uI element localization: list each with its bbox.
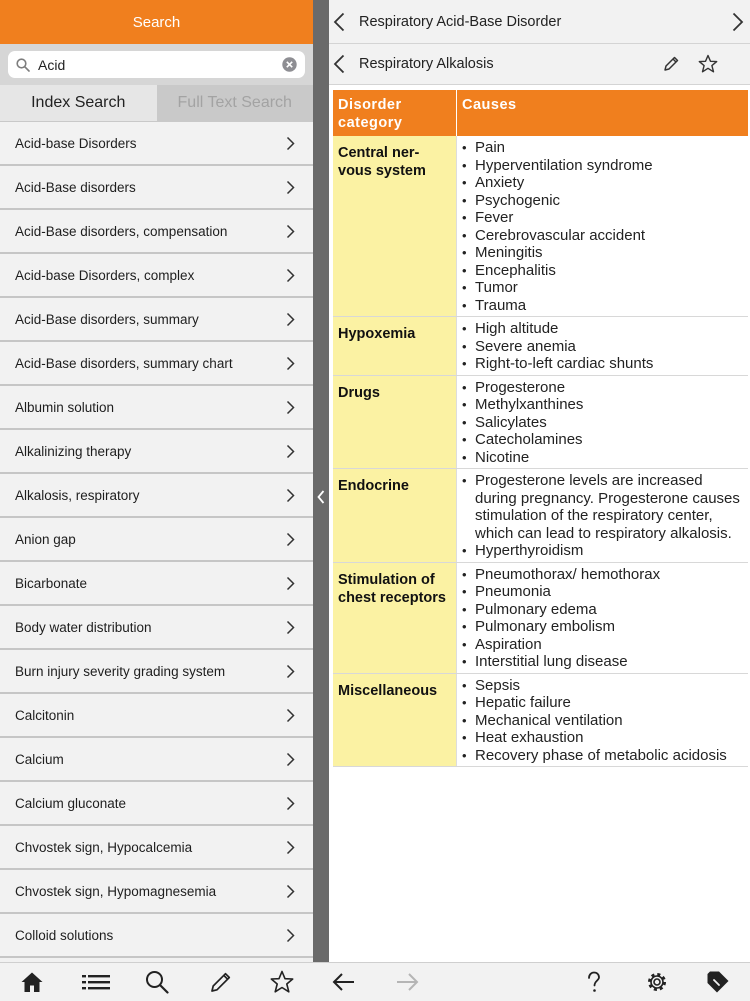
causes-list — [461, 677, 746, 765]
list-item[interactable] — [0, 914, 313, 958]
causes-list — [461, 379, 746, 467]
causes-cell — [457, 562, 749, 673]
category-cell: Drugs — [333, 375, 457, 469]
list-item[interactable] — [0, 518, 313, 562]
category-cell: Stimulation of chest receptors — [333, 562, 457, 673]
tag-icon[interactable] — [706, 970, 730, 994]
list-item-label: Alkalinizing therapy — [15, 443, 132, 459]
cause-item: • Encephalitis — [461, 262, 746, 280]
list-item[interactable] — [0, 870, 313, 914]
list-item-label: Chvostek sign, Hypocalcemia — [15, 839, 193, 855]
chevron-right-icon — [286, 224, 295, 239]
column-header-causes: Causes — [457, 90, 749, 136]
causes-cell — [457, 317, 749, 376]
causes-list — [461, 320, 746, 373]
table-row — [333, 136, 748, 317]
causes-cell — [457, 469, 749, 563]
cause-item: • Severe anemia — [461, 338, 746, 356]
list-icon[interactable] — [82, 970, 110, 994]
detail-pane — [329, 0, 750, 962]
cause-item: • Fever — [461, 209, 746, 227]
chevron-right-icon — [286, 884, 295, 899]
list-item-label: Anion gap — [15, 531, 76, 547]
back-chevron-icon[interactable] — [333, 54, 345, 74]
cause-item: • Interstitial lung disease — [461, 653, 746, 671]
cause-item: • High altitude — [461, 320, 746, 338]
table-row — [333, 562, 748, 673]
bottom-toolbar — [0, 962, 750, 1001]
cause-item: • Cerebrovascular accident — [461, 227, 746, 245]
search-bar — [0, 44, 313, 85]
cause-item: • Pneumonia — [461, 583, 746, 601]
search-header — [0, 0, 313, 44]
list-item-label: Acid-base Disorders, complex — [15, 267, 195, 283]
cause-item: • Pneumothorax/ hemothorax — [461, 566, 746, 584]
list-item-label: Acid-Base disorders — [15, 179, 136, 195]
chevron-right-icon — [286, 444, 295, 459]
list-item[interactable] — [0, 254, 313, 298]
chevron-right-icon — [286, 356, 295, 371]
cause-item: • Right-to-left cardiac shunts — [461, 355, 746, 373]
chevron-right-icon — [286, 312, 295, 327]
forward-arrow-icon[interactable] — [395, 970, 419, 994]
chevron-right-icon — [286, 796, 295, 811]
search-pane — [0, 0, 313, 962]
list-item-label: Colloid solutions — [15, 927, 114, 943]
chevron-right-icon — [286, 400, 295, 415]
cause-item: • Salicylates — [461, 414, 746, 432]
list-item-label: Acid-Base disorders, compensation — [15, 223, 228, 239]
table-row — [333, 375, 748, 469]
cause-item: • Hyperventilation syndrome — [461, 157, 746, 175]
list-item[interactable] — [0, 826, 313, 870]
causes-list — [461, 139, 746, 314]
chevron-right-icon — [286, 268, 295, 283]
table-row — [333, 317, 748, 376]
list-item-label: Burn injury severity grading system — [15, 663, 226, 679]
causes-cell — [457, 375, 749, 469]
breadcrumb — [329, 0, 750, 44]
chevron-right-icon — [286, 620, 295, 635]
tab-index-search[interactable]: Index Search — [0, 85, 157, 121]
causes-list — [461, 472, 746, 560]
cause-item: • Heat exhaustion — [461, 729, 746, 747]
forward-chevron-icon[interactable] — [732, 12, 744, 32]
home-icon[interactable] — [20, 970, 44, 994]
cause-item: • Mechanical ventilation — [461, 712, 746, 730]
list-item-label: Acid-base Disorders — [15, 135, 137, 151]
list-item-label: Bicarbonate — [15, 575, 88, 591]
category-cell: Endocrine — [333, 469, 457, 563]
category-cell: Central ner-vous system — [333, 136, 457, 317]
list-item[interactable] — [0, 606, 313, 650]
cause-item: • Aspiration — [461, 636, 746, 654]
star-icon[interactable] — [698, 54, 718, 74]
list-item[interactable] — [0, 694, 313, 738]
list-item-label: Calcium — [15, 751, 64, 767]
cause-item: • Recovery phase of metabolic acidosis — [461, 747, 746, 765]
cause-item: • Catecholamines — [461, 431, 746, 449]
cause-item: • Progesterone levels are increased during pregnancy. Progesterone causes stimulation of the respiratory center, which can lead to respiratory alkalosis. — [461, 472, 746, 542]
list-item-label: Chvostek sign, Hypomagnesemia — [15, 883, 217, 899]
tab-full-text-search[interactable]: Full Text Search — [157, 85, 314, 121]
chevron-right-icon — [286, 840, 295, 855]
breadcrumb-parent-title[interactable]: Respiratory Acid-Base Disorder — [359, 13, 562, 30]
list-item-label: Calcitonin — [15, 707, 75, 723]
list-item[interactable] — [0, 166, 313, 210]
chevron-right-icon — [286, 928, 295, 943]
cause-item: • Meningitis — [461, 244, 746, 262]
cause-item: • Progesterone — [461, 379, 746, 397]
list-item[interactable] — [0, 474, 313, 518]
list-item-label: Body water distribution — [15, 619, 152, 635]
chevron-right-icon — [286, 532, 295, 547]
list-item[interactable] — [0, 782, 313, 826]
list-item[interactable] — [0, 342, 313, 386]
table-header-row — [333, 90, 748, 136]
chevron-right-icon — [286, 180, 295, 195]
chevron-right-icon — [286, 488, 295, 503]
list-item-label: Albumin solution — [15, 399, 115, 415]
cause-item: • Psychogenic — [461, 192, 746, 210]
help-icon[interactable] — [582, 970, 606, 994]
back-arrow-icon[interactable] — [332, 970, 356, 994]
cause-item: • Pulmonary embolism — [461, 618, 746, 636]
cause-item: • Hyperthyroidism — [461, 542, 746, 560]
search-input[interactable] — [38, 57, 282, 73]
causes-cell — [457, 673, 749, 767]
chevron-right-icon — [286, 664, 295, 679]
list-item[interactable] — [0, 430, 313, 474]
cause-item: • Trauma — [461, 297, 746, 315]
list-item[interactable] — [0, 562, 313, 606]
table-row — [333, 469, 748, 563]
list-item[interactable] — [0, 122, 313, 166]
category-cell: Miscellaneous — [333, 673, 457, 767]
pencil-icon[interactable] — [209, 970, 233, 994]
search-mode-tabs — [0, 85, 313, 122]
cause-item: • Anxiety — [461, 174, 746, 192]
cause-item: • Pulmonary edema — [461, 601, 746, 619]
causes-cell — [457, 136, 749, 317]
list-item[interactable] — [0, 210, 313, 254]
chevron-right-icon — [286, 752, 295, 767]
search-box[interactable] — [8, 51, 305, 78]
search-icon[interactable] — [145, 970, 169, 994]
split-divider[interactable] — [313, 0, 329, 962]
search-header-title: Search — [132, 13, 181, 31]
index-list — [0, 122, 313, 958]
back-chevron-icon[interactable] — [333, 12, 345, 32]
cause-item: • Pain — [461, 139, 746, 157]
list-item[interactable] — [0, 738, 313, 782]
list-item[interactable] — [0, 298, 313, 342]
cause-item: • Hepatic failure — [461, 694, 746, 712]
collapse-chevron-icon[interactable] — [317, 490, 325, 504]
causes-list — [461, 566, 746, 671]
cause-item: • Sepsis — [461, 677, 746, 695]
star-icon[interactable] — [270, 970, 294, 994]
table-row — [333, 673, 748, 767]
settings-icon[interactable] — [645, 970, 669, 994]
list-item-label: Calcium gluconate — [15, 795, 127, 811]
column-header-category: Disorder category — [333, 90, 457, 136]
list-item-label: Alkalosis, respiratory — [15, 487, 140, 503]
list-item[interactable] — [0, 650, 313, 694]
pencil-icon[interactable] — [662, 55, 680, 73]
page-title: Respiratory Alkalosis — [359, 56, 494, 72]
search-icon — [16, 58, 30, 72]
chevron-right-icon — [286, 136, 295, 151]
list-item-label: Acid-Base disorders, summary — [15, 311, 199, 327]
causes-table — [333, 90, 748, 767]
cause-item: • Tumor — [461, 279, 746, 297]
category-cell: Hypoxemia — [333, 317, 457, 376]
page-header — [329, 44, 750, 85]
chevron-right-icon — [286, 576, 295, 591]
chevron-right-icon — [286, 708, 295, 723]
list-item-label: Acid-Base disorders, summary chart — [15, 355, 233, 371]
list-item[interactable] — [0, 386, 313, 430]
cause-item: • Methylxanthines — [461, 396, 746, 414]
cause-item: • Nicotine — [461, 449, 746, 467]
clear-icon[interactable] — [282, 57, 297, 72]
